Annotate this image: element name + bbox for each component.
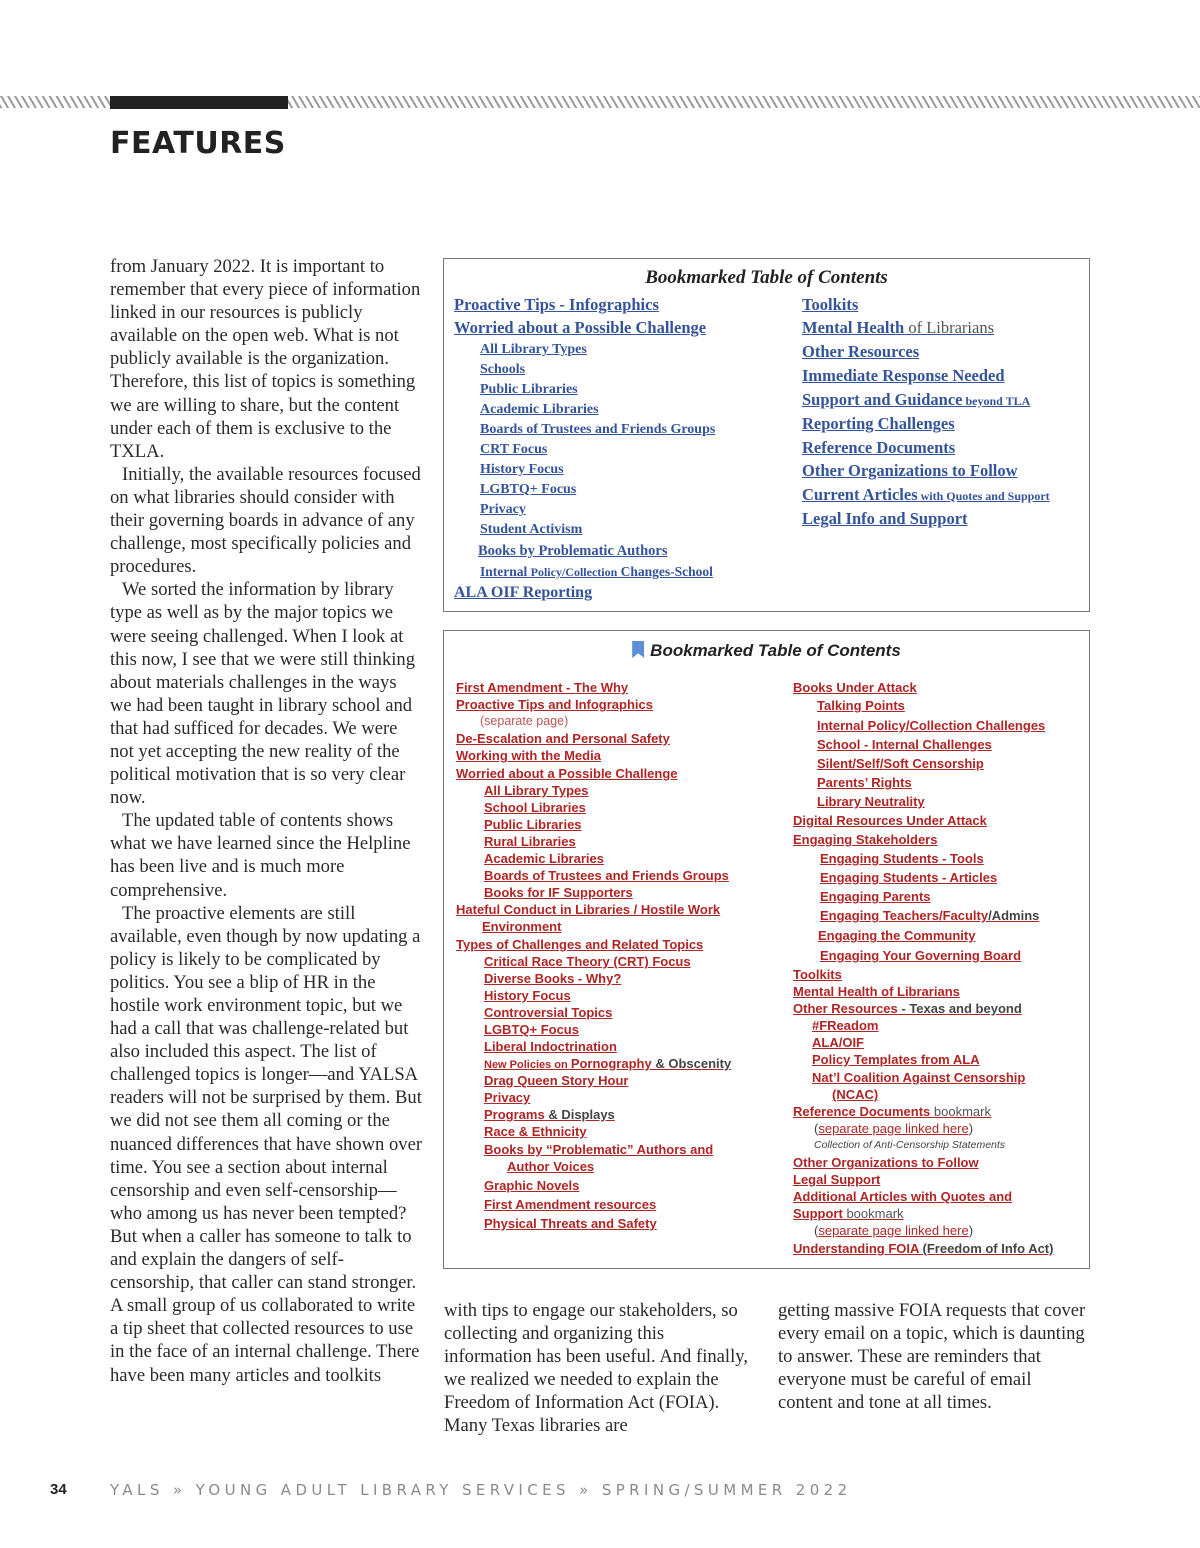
paragraph: Initially, the available resources focused on what libraries should consider with their governing boards in advance of any challenge, most specifically policies and procedures. (110, 463, 421, 578)
toc-link-parents[interactable]: Engaging Parents (820, 889, 931, 904)
toc-link-board[interactable]: Engaging Your Governing Board (820, 948, 1022, 963)
toc-link-programs-part: & Displays (544, 1107, 615, 1122)
toc-link-public-libs[interactable]: Public Libraries (484, 817, 582, 832)
toc-link-foia-part: (Freedom of Info Act) (918, 1241, 1054, 1256)
toc-link-school-libs[interactable]: School Libraries (484, 800, 586, 815)
toc-link-proactive[interactable]: Proactive Tips - Infographics (454, 295, 659, 314)
toc-link-internal-part: Policy/Collection (530, 565, 618, 579)
toc-link-controversial[interactable]: Controversial Topics (484, 1005, 613, 1020)
body-column-1 (110, 255, 422, 1387)
toc-link-additional-cont[interactable] (793, 1206, 904, 1221)
toc-link-teachers-part: /Admins (988, 908, 1040, 923)
toc-link-separate-page-2[interactable] (814, 1223, 973, 1238)
toc-link-reference-docs-part: Reference Documents (793, 1104, 931, 1119)
toc-link-current-articles-part: Current Articles (802, 485, 918, 504)
toc-link-additional-part: bookmark (842, 1206, 904, 1221)
toc-link-boards[interactable]: Boards of Trustees and Friends Groups (480, 422, 716, 437)
toc-note-collection: Collection of Anti-Censorship Statements (814, 1139, 1006, 1151)
toc-link-ncac-cont[interactable]: (NCAC) (832, 1087, 879, 1102)
toc-link-stakeholders[interactable]: Engaging Stakeholders (793, 832, 938, 847)
toc-link-community[interactable]: Engaging the Community (818, 928, 976, 943)
toc-link-race[interactable]: Race & Ethnicity (484, 1124, 587, 1139)
toc-link-teachers[interactable] (820, 908, 1039, 923)
toc-link-other-resources-part: - Texas and beyond (897, 1001, 1022, 1016)
toc-link-authors[interactable]: Books by Problematic Authors (478, 543, 668, 559)
toc-link-orgs[interactable]: Other Organizations to Follow (793, 1155, 979, 1170)
toc-link-drag[interactable]: Drag Queen Story Hour (484, 1073, 629, 1088)
toc-link-activism[interactable]: Student Activism (480, 522, 583, 537)
toc-note-separate-page: (separate page) (480, 714, 569, 728)
paragraph: with tips to engage our stakeholders, so collecting and organizing this information has been useful. And finally, we realized we needed to explain the Freedom of Information Act (FOIA). Many Texas libraries are (444, 1300, 748, 1437)
toc-link-internal[interactable] (480, 564, 713, 580)
toc-link-first-amendment[interactable]: First Amendment - The Why (456, 680, 629, 695)
toc-link-fa-resources[interactable]: First Amendment resources (484, 1197, 657, 1212)
toc-link-all-types[interactable]: All Library Types (484, 783, 589, 798)
section-label: FEATURES (110, 126, 286, 161)
toc-link-toolkits[interactable]: Toolkits (793, 967, 842, 982)
page-number: 34 (50, 1481, 67, 1498)
toc-link-mental[interactable]: Mental Health of Librarians (793, 984, 960, 999)
toc-link-types[interactable]: Types of Challenges and Related Topics (456, 937, 704, 952)
toc-link-internal-part: Internal (480, 564, 531, 579)
toc-link-history[interactable]: History Focus (484, 988, 571, 1003)
toc-link-history[interactable]: History Focus (480, 462, 564, 477)
toc-link-worried[interactable]: Worried about a Possible Challenge (456, 766, 678, 781)
paragraph: We sorted the information by library type as well as by the major topics we were seeing challenged. When I look at this now, I see that we were still thinking about materials challenges in the ways we had been taught in library school and that had sufficed for decades. We were not yet accepting the new reality of the political motivation that is so very clear now. (110, 579, 416, 809)
toc-link-lgbtq[interactable]: LGBTQ+ Focus (480, 482, 577, 497)
paragraph: The proactive elements are still available, even though by now updating a policy is likely to be complicated by politics. You see a blip of HR in the hostile work environment topic, but we had a call that was challenge-related but also included this aspect. The list of challenged topics is longer—and YALSA readers will not be surprised by them. But we did not see them all coming or the nuanced differences that have shown over time. You see a section about internal censorship and even self-censorship—who among us has never been tempted? But when a caller has someone to talk to and explain the dangers of self-censorship, that caller can stand stronger. A small group of us collaborated to write a tip sheet that collected resources to use in the face of an internal challenge. There have been many articles and toolkits (110, 902, 423, 1386)
bookmark-icon (632, 641, 644, 658)
toc-link-lgbtq[interactable]: LGBTQ+ Focus (484, 1022, 579, 1037)
toc-updated-figure (443, 630, 1090, 1269)
toc-link-current-articles-part: with Quotes and Support (917, 489, 1050, 503)
toc-link-students-articles[interactable]: Engaging Students - Articles (820, 870, 998, 885)
toc-link-new-policies-part: New Policies on (484, 1059, 571, 1071)
toc-title: Bookmarked Table of Contents (645, 267, 888, 288)
toc-link-separate-page-1-part: separate page linked here (818, 1121, 969, 1136)
toc-link-legal[interactable]: Legal Info and Support (802, 509, 968, 528)
toc-link-rural-libs[interactable]: Rural Libraries (484, 834, 576, 849)
toc-link-support-part: Support and Guidance (802, 390, 963, 409)
toc-link-foia[interactable] (793, 1241, 1053, 1256)
toc-link-support[interactable] (802, 390, 1030, 410)
toc-link-students-tools[interactable]: Engaging Students - Tools (820, 851, 984, 866)
toc-link-legal[interactable]: Legal Support (793, 1172, 881, 1187)
toc-link-additional[interactable]: Additional Articles with Quotes and (793, 1189, 1013, 1204)
toc-link-books-attack[interactable]: Books Under Attack (793, 680, 917, 695)
toc-link-crt[interactable]: Critical Race Theory (CRT) Focus (484, 954, 691, 969)
toc-title (444, 641, 1089, 661)
toc-link-neutrality[interactable]: Library Neutrality (817, 794, 925, 809)
toc-link-problematic-cont[interactable]: Author Voices (507, 1159, 595, 1174)
toc-link-other-orgs[interactable]: Other Organizations to Follow (802, 461, 1018, 480)
toc-link-mental-health[interactable] (802, 318, 994, 338)
toc-link-if-supporters[interactable]: Books for IF Supporters (484, 885, 633, 900)
toc-link-media[interactable]: Working with the Media (456, 748, 601, 763)
toc-link-internal[interactable]: Internal Policy/Collection Challenges (817, 718, 1046, 733)
toc-link-current-articles[interactable] (802, 485, 1050, 505)
toc-link-deescalation[interactable]: De-Escalation and Personal Safety (456, 731, 670, 746)
body-column-3 (778, 1299, 1090, 1414)
toc-link-oif-reporting[interactable]: ALA OIF Reporting (454, 584, 593, 601)
toc-link-new-policies-part: & Obscenity (651, 1056, 732, 1071)
toc-link-immediate[interactable]: Immediate Response Needed (802, 366, 1005, 385)
toc-link-silent[interactable]: Silent/Self/Soft Censorship (817, 756, 984, 771)
toc-item-talking-points[interactable]: Talking Points (817, 698, 905, 713)
toc-link-hateful-conduct-cont[interactable]: Environment (482, 919, 562, 934)
toc-link-templates[interactable]: Policy Templates from ALA (812, 1052, 980, 1067)
toc-link-teachers-part: Engaging Teachers/Faculty (820, 908, 989, 923)
toc-link-programs[interactable] (484, 1107, 615, 1122)
toc-link-other-resources-part: Other Resources (793, 1001, 898, 1016)
toc-link-problematic[interactable]: Books by “Problematic” Authors and (484, 1142, 714, 1157)
toc-link-separate-page-1-part: ( (814, 1121, 819, 1136)
toc-link-privacy[interactable]: Privacy (484, 1090, 531, 1105)
toc-link-separate-page-2-part: separate page linked here (818, 1223, 969, 1238)
running-footer: YALS » YOUNG ADULT LIBRARY SERVICES » SPRING/SUMMER 2022 (110, 1481, 852, 1499)
toc-link-freadom[interactable]: #FReadom (812, 1018, 879, 1033)
toc-link-worried[interactable]: Worried about a Possible Challenge (454, 318, 707, 337)
toc-link-separate-page-1[interactable] (814, 1121, 973, 1136)
toc-link-parents-rights[interactable]: Parents’ Rights (817, 775, 912, 790)
toc-link-separate-page-2-part: ) (968, 1223, 974, 1238)
toc-title-text: Bookmarked Table of Contents (650, 641, 901, 660)
toc-item-diverse[interactable]: Diverse Books - Why? (484, 971, 622, 986)
toc-link-additional-part: Support (793, 1206, 843, 1221)
toc-link-public[interactable]: Public Libraries (480, 382, 578, 397)
toc-link-ala-oif[interactable]: ALA/OIF (812, 1035, 864, 1050)
toc-link-reference-docs[interactable] (793, 1104, 991, 1119)
page-footer (0, 1480, 1200, 1502)
toc-link-proactive[interactable]: Proactive Tips and Infographics (456, 697, 653, 712)
toc-link-reference[interactable]: Reference Documents (802, 438, 956, 457)
toc-link-academic[interactable]: Academic Libraries (480, 402, 599, 417)
toc-link-mental-health-part: of Librarians (904, 318, 995, 337)
toc-link-mental-health-part: Mental Health (802, 318, 905, 337)
toc-link-hateful-conduct[interactable]: Hateful Conduct in Libraries / Hostile Work (456, 902, 721, 917)
toc-link-support-part: beyond TLA (962, 394, 1031, 408)
toc-link-toolkits[interactable]: Toolkits (802, 295, 859, 314)
toc-link-graphic[interactable]: Graphic Novels (484, 1178, 580, 1193)
toc-link-schools[interactable]: Schools (480, 362, 526, 377)
toc-link-internal-part: Changes-School (617, 564, 713, 579)
toc-link-reporting[interactable]: Reporting Challenges (802, 414, 955, 433)
toc-link-academic-libs[interactable]: Academic Libraries (484, 851, 604, 866)
paragraph: getting massive FOIA requests that cover every email on a topic, which is daunting to answer. These are reminders that everyone must be careful of email content and tone at all times. (778, 1300, 1086, 1414)
header-accent-bar (110, 96, 288, 109)
toc-link-threats[interactable]: Physical Threats and Safety (484, 1216, 657, 1231)
toc-original-figure (443, 258, 1090, 612)
toc-link-liberal[interactable]: Liberal Indoctrination (484, 1039, 617, 1054)
toc-link-privacy[interactable]: Privacy (480, 502, 526, 517)
paragraph: from January 2022. It is important to remember that every piece of information linked in our resources is publicly available on the open web. What is not publicly available is the organization. Therefore, this list of topics is something we are willing to share, but the content under each of them is exclusive to the TXLA. (110, 256, 421, 462)
toc-link-separate-page-2-part: ( (814, 1223, 819, 1238)
paragraph: The updated table of contents shows what we have learned since the Helpline has been live and is much more comprehensive. (110, 810, 411, 901)
toc-link-programs-part: Programs (484, 1107, 545, 1122)
toc-link-school-internal[interactable]: School - Internal Challenges (817, 737, 992, 752)
body-column-2 (444, 1299, 752, 1438)
toc-link-boards[interactable]: Boards of Trustees and Friends Groups (484, 868, 729, 883)
toc-link-other-resources[interactable] (793, 1001, 1022, 1016)
toc-link-reference-docs-part: bookmark (930, 1104, 991, 1119)
toc-link-foia-part: Understanding FOIA (793, 1241, 919, 1256)
toc-link-all-types[interactable]: All Library Types (480, 342, 587, 357)
toc-link-digital[interactable]: Digital Resources Under Attack (793, 813, 987, 828)
toc-link-separate-page-1-part: ) (968, 1121, 974, 1136)
toc-link-crt[interactable]: CRT Focus (480, 442, 548, 457)
toc-link-ncac[interactable]: Nat’l Coalition Against Censorship (812, 1070, 1026, 1085)
toc-link-new-policies[interactable] (484, 1056, 731, 1071)
toc-link-other-resources[interactable]: Other Resources (802, 342, 920, 361)
toc-link-new-policies-part: Pornography (570, 1056, 652, 1071)
